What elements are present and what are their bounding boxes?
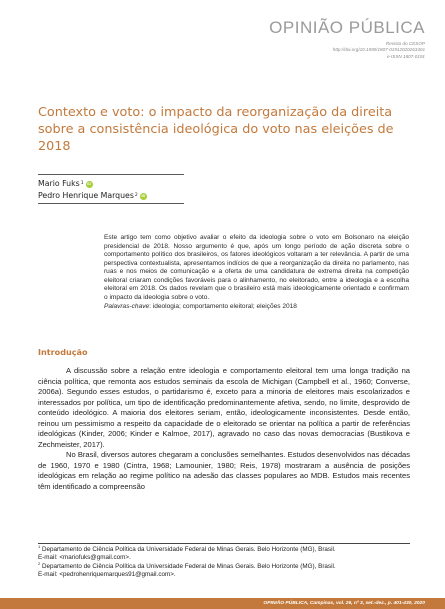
issn: e-ISSN 1807-0191	[386, 53, 425, 59]
footer-bar	[0, 598, 445, 609]
keywords	[104, 302, 409, 311]
footnote-2	[38, 563, 410, 578]
author-1: Mario Fuks 1 iD	[38, 178, 147, 190]
body-paragraph: A discussão sobre a relação entre ideologia e comportamento eleitoral tem uma longa tradição na ciência política, que remonta aos estudos seminais da escola de Michigan (Campbell et al., 1960; Converse, 2006a). Segundo esses estudos, o partidarismo é, exceto para a minoria de eleitores mais escolarizados e interessados por política, um tipo de identificação predominantemente afetiva, sendo, no limite, desprovido de conteúdo ideológico. A maioria dos eleitores seriam, então, ideologicamente inconsistentes. Desde então, reinou um pessimismo a respeito da capacidade de o eleitorado se orientar na política a partir de referências ideológicas (Kinder, 2006; Kinder e Kalmoe, 2017), agravado no caso das novas democracias (Bustikova e Zechmeister, 2017).	[38, 366, 410, 449]
footnote-number: 2	[38, 561, 41, 567]
doi-link[interactable]: http://doi.org/10.1590/1807-01912020263401	[332, 47, 425, 53]
footer-citation: OPINIÃO PÚBLICA, Campinas, vol. 26, nº 3, set.-dez., p. 401-430, 2020	[263, 601, 425, 606]
journal-masthead	[269, 18, 425, 60]
footnote-affiliation: Departamento de Ciência Política da Universidade Federal de Minas Gerais. Belo Horizonte (MG), Brasil.	[41, 563, 336, 571]
article-title: Contexto e voto: o impacto da reorganização da direita sobre a consistência ideológica do voto nas eleições de 2018	[38, 105, 394, 154]
journal-name: OPINIÃO PÚBLICA	[269, 18, 425, 37]
footnote-affiliation: Departamento de Ciência Política da Universidade Federal de Minas Gerais. Belo Horizonte (MG), Brasil.	[41, 546, 336, 553]
footnotes	[38, 543, 410, 578]
journal-subtitle: Revista do CESOP	[385, 41, 425, 46]
keywords-label: Palavras-chave	[104, 303, 150, 311]
orcid-icon[interactable]	[86, 181, 93, 188]
journal-meta	[269, 41, 425, 60]
footnote-number: 1	[38, 543, 41, 549]
orcid-icon[interactable]	[140, 193, 147, 200]
section-heading-introduction: Introdução	[38, 347, 88, 357]
footnote-email[interactable]: E-mail: <pedrohenriquemarques91@gmail.com>.	[38, 570, 176, 578]
body-text	[38, 366, 410, 492]
keywords-list: : ideologia; comportamento eleitoral; eleições 2018	[149, 303, 297, 311]
author-name: Pedro Henrique Marques	[38, 191, 134, 200]
authors-top-rule	[38, 174, 184, 175]
abstract	[104, 234, 409, 311]
footnote-1	[38, 543, 410, 561]
author-2: Pedro Henrique Marques 2 iD	[38, 190, 147, 202]
authors-bottom-rule	[38, 203, 184, 204]
body-paragraph: No Brasil, diversos autores chegaram a conclusões semelhantes. Estudos desenvolvidos nas décadas de 1960, 1970 e 1980 (Cintra, 1968; Lamounier, 1980; Reis, 1978) mostraram a ausência de posições ideológicas em relação ao regime político na adesão das classes populares ao MDB. Estudos mais recentes têm identificado a compreensão	[38, 450, 410, 491]
footnote-email[interactable]: E-mail: <mariofuks@gmail.com>.	[38, 553, 131, 561]
abstract-text: Este artigo tem como objetivo avaliar o efeito da ideologia sobre o voto em Bolsonaro na eleição presidencial de 2018. Nosso argumento é que, após um longo período de ação discreta sobre o comportamento político dos brasileiros, os fatores ideológicos voltaram a ter relevância. A partir de uma perspectiva contextualista, apresentamos indícios de que a reorganização da direita no parlamento, nas ruas e nos meios de comunicação e a oferta de uma candidatura de extrema direita na competição eleitoral criaram condições favoráveis para o alinhamento, no eleitorado, entre a ideologia e a escolha eleitoral em 2018. Os dados revelam que o brasileiro está mais ideologicamente orientado e confirmam o impacto da ideologia sobre o voto.	[104, 234, 409, 301]
author-list	[38, 178, 147, 202]
author-name: Mario Fuks	[38, 179, 80, 188]
